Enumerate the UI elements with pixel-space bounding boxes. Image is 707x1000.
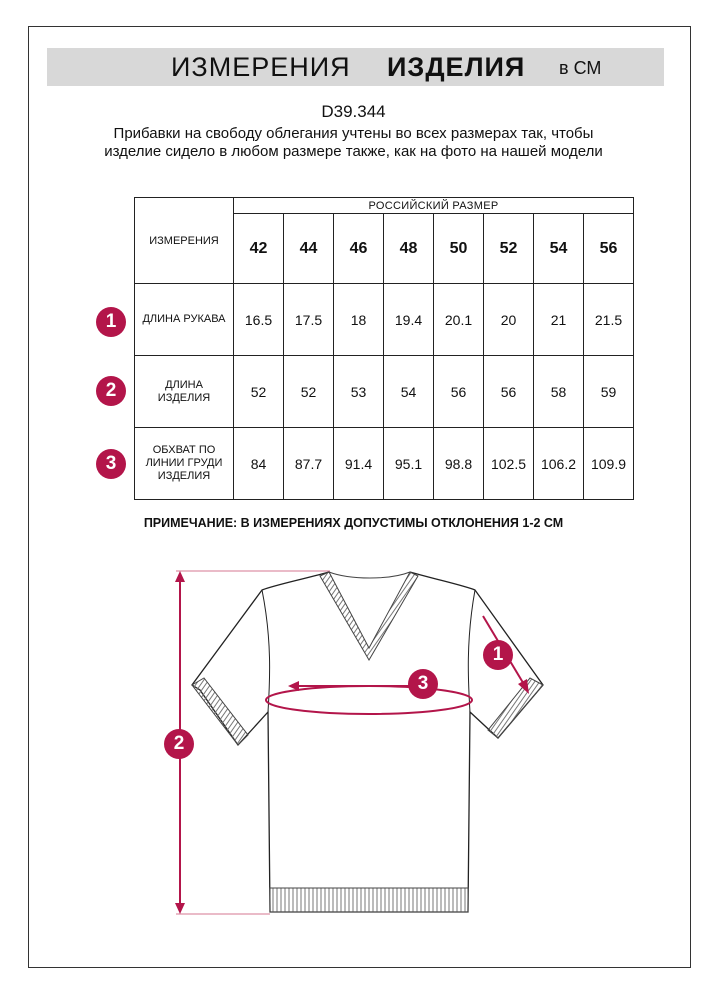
- hem-rib: [270, 888, 468, 912]
- size-header: 42: [234, 214, 284, 284]
- diagram-marker-length: 2: [164, 729, 194, 759]
- size-header: 54: [534, 214, 584, 284]
- russian-size-header: РОССИЙСКИЙ РАЗМЕР: [234, 198, 634, 214]
- article-code: D39.344: [321, 102, 386, 121]
- row-marker: 3: [96, 449, 126, 479]
- table-cell: 87.7: [284, 428, 334, 500]
- table-cell: 16.5: [234, 284, 284, 356]
- table-cell: 91.4: [334, 428, 384, 500]
- fit-description: Прибавки на свободу облегания учтены во всех размерах так, чтобы изделие сидело в любом размере также, как на фото на нашей модели: [104, 125, 603, 160]
- table-cell: 56: [434, 356, 484, 428]
- tolerance-note: ПРИМЕЧАНИЕ: В ИЗМЕРЕНИЯХ ДОПУСТИМЫ ОТКЛОНЕНИЯ 1-2 СМ: [143, 516, 564, 530]
- diagram-marker-sleeve: 1: [483, 640, 513, 670]
- size-header: 46: [334, 214, 384, 284]
- title-item: ИЗДЕЛИЯ: [387, 52, 526, 82]
- table-cell: 109.9: [584, 428, 634, 500]
- size-header: 48: [384, 214, 434, 284]
- title-unit: в СМ: [559, 58, 602, 78]
- row-label-length: ДЛИНА ИЗДЕЛИЯ: [135, 356, 234, 428]
- shirt-body-outline: [192, 572, 543, 912]
- table-cell: 84: [234, 428, 284, 500]
- size-header: 52: [484, 214, 534, 284]
- row-marker: 1: [96, 307, 126, 337]
- table-cell: 21.5: [584, 284, 634, 356]
- table-cell: 53: [334, 356, 384, 428]
- table-cell: 58: [534, 356, 584, 428]
- table-cell: 98.8: [434, 428, 484, 500]
- table-cell: 19.4: [384, 284, 434, 356]
- diagram-marker-chest: 3: [408, 669, 438, 699]
- title-measurements: ИЗМЕРЕНИЯ: [171, 52, 351, 82]
- table-cell: 59: [584, 356, 634, 428]
- table-cell: 54: [384, 356, 434, 428]
- table-corner-label: ИЗМЕРЕНИЯ: [135, 198, 234, 284]
- length-arrow-head-top: [175, 571, 185, 582]
- table-cell: 56: [484, 356, 534, 428]
- table-cell: 18: [334, 284, 384, 356]
- length-arrow-head-bottom: [175, 903, 185, 914]
- row-label-chest: ОБХВАТ ПО ЛИНИИ ГРУДИ ИЗДЕЛИЯ: [135, 428, 234, 500]
- table-cell: 17.5: [284, 284, 334, 356]
- size-header: 56: [584, 214, 634, 284]
- table-cell: 106.2: [534, 428, 584, 500]
- size-header: 50: [434, 214, 484, 284]
- table-cell: 21: [534, 284, 584, 356]
- table-cell: 52: [284, 356, 334, 428]
- table-cell: 20.1: [434, 284, 484, 356]
- size-header: 44: [284, 214, 334, 284]
- table-cell: 20: [484, 284, 534, 356]
- row-label-sleeve: ДЛИНА РУКАВА: [135, 284, 234, 356]
- table-cell: 102.5: [484, 428, 534, 500]
- row-marker: 2: [96, 376, 126, 406]
- table-cell: 52: [234, 356, 284, 428]
- table-cell: 95.1: [384, 428, 434, 500]
